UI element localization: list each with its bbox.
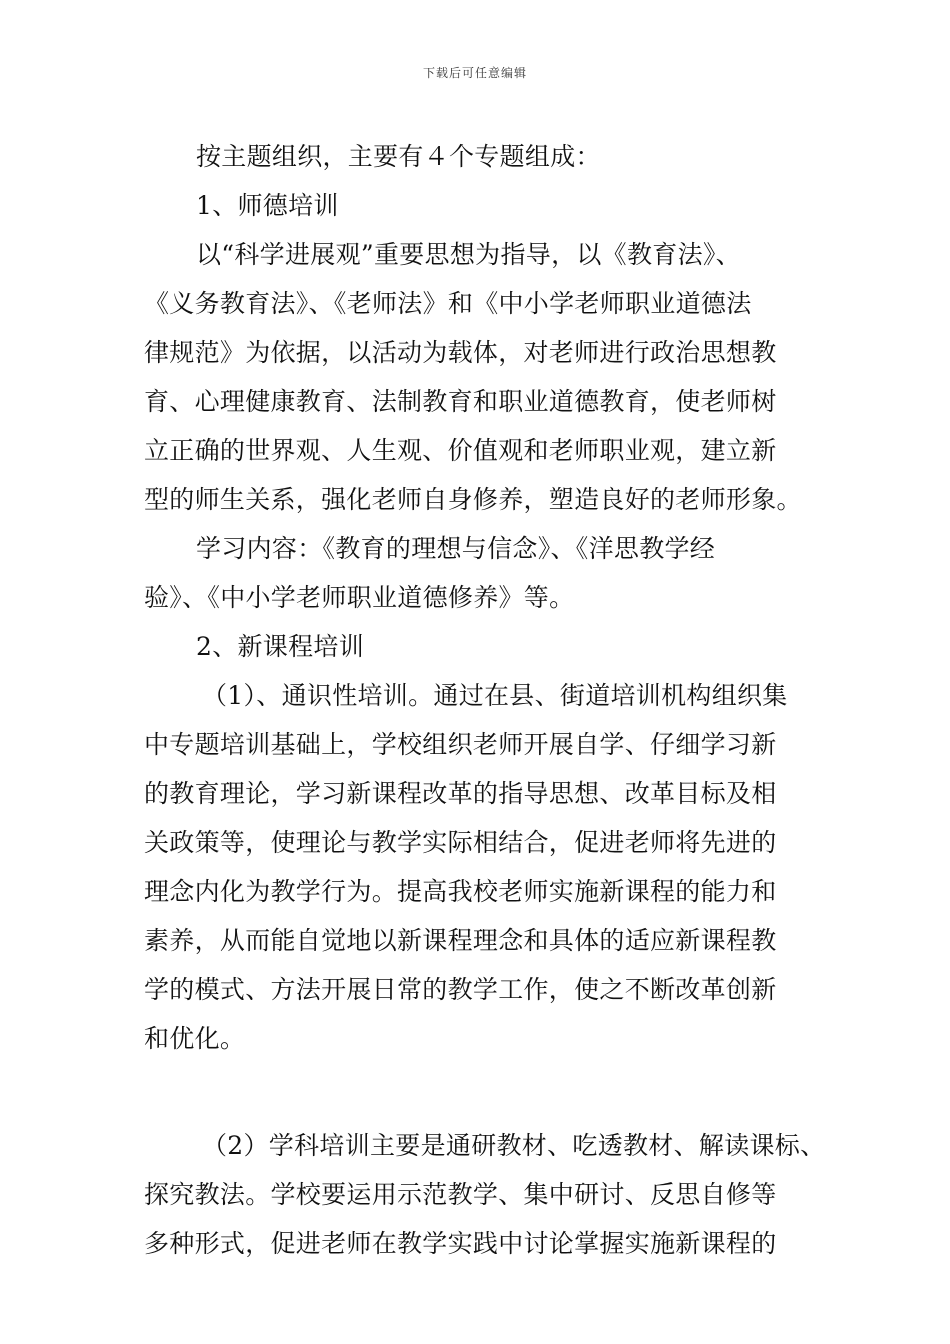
paragraph-line: 素养，从而能自觉地以新课程理念和具体的适应新课程教: [144, 926, 777, 955]
paragraph-line: 律规范》为依据，以活动为载体，对老师进行政治思想教: [144, 338, 777, 367]
paragraph-line: 以“科学进展观”重要思想为指导，以《教育法》、: [196, 240, 741, 269]
paragraph-line: 学的模式、方法开展日常的教学工作，使之不断改革创新: [144, 975, 777, 1004]
paragraph-line: 的教育理论，学习新课程改革的指导思想、改革目标及相: [144, 779, 777, 808]
paragraph-line: 育、心理健康教育、法制教育和职业道德教育，使老师树: [144, 387, 777, 416]
paragraph-line: 关政策等，使理论与教学实际相结合，促进老师将先进的: [144, 828, 777, 857]
paragraph-line: 学习内容：《教育的理想与信念》、《洋思教学经: [196, 534, 716, 563]
paragraph-line: （2）学科培训主要是通研教材、吃透教材、解读课标、: [202, 1131, 826, 1160]
paragraph-line: 和优化。: [144, 1024, 246, 1053]
section-heading: 2、新课程培训: [196, 632, 365, 661]
paragraph-spacer: [144, 1063, 814, 1121]
paragraph-line: 《义务教育法》、《老师法》和《中小学老师职业道德法: [144, 289, 752, 318]
paragraph-line: （1）、通识性培训。通过在县、街道培训机构组织集: [202, 681, 788, 710]
document-body: [144, 132, 826, 1268]
page-header: 下载后可任意编辑: [422, 66, 527, 80]
paragraph-line: 中专题培训基础上，学校组织老师开展自学、仔细学习新: [144, 730, 777, 759]
paragraph-line: 探究教法。学校要运用示范教学、集中研讨、反思自修等: [144, 1180, 777, 1209]
section-heading: 1、师德培训: [196, 191, 339, 220]
paragraph-line: 立正确的世界观、人生观、价值观和老师职业观，建立新: [144, 436, 777, 465]
paragraph-line: 多种形式，促进老师在教学实践中讨论掌握实施新课程的: [144, 1229, 777, 1258]
paragraph-line: 型的师生关系，强化老师自身修养，塑造良好的老师形象。: [144, 485, 802, 514]
paragraph-line: 按主题组织，主要有４个专题组成：: [196, 142, 601, 171]
paragraph-line: 理念内化为教学行为。提高我校老师实施新课程的能力和: [144, 877, 777, 906]
paragraph-line: 验》、《中小学老师职业道德修养》等。: [144, 583, 575, 612]
